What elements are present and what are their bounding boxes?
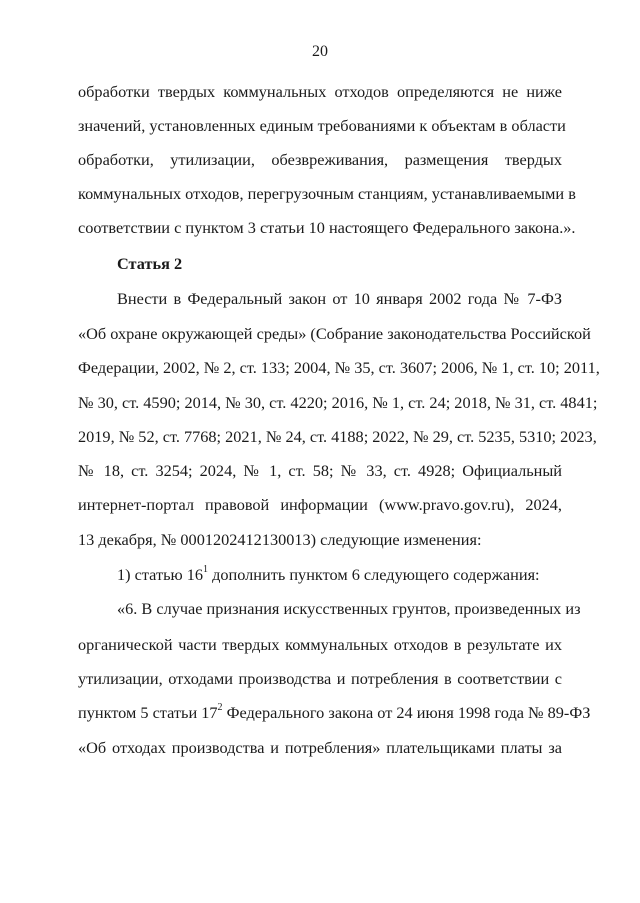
text-line: обработки, утилизации, обезвреживания, размещения твердых <box>78 150 562 169</box>
text-line: № 18, ст. 3254; 2024, № 1, ст. 58; № 33, ст. 4928; Официальный <box>78 461 562 480</box>
law-ref-superscript: 2 <box>217 701 223 713</box>
text-line: Внести в Федеральный закон от 10 января 2002 года № 7-ФЗ <box>117 289 562 308</box>
page-number: 20 <box>312 43 328 60</box>
text-line: № 30, ст. 4590; 2014, № 30, ст. 4220; 2016, № 1, ст. 24; 2018, № 31, ст. 4841; <box>78 393 598 412</box>
text-line: органической части твердых коммунальных отходов в результате их <box>78 635 562 654</box>
text-line: 13 декабря, № 0001202412130013) следующие изменения: <box>78 530 482 549</box>
amendment-item <box>117 564 562 586</box>
text-line: утилизации, отходами производства и потребления в соответствии с <box>78 669 562 688</box>
text-line: «Об отходах производства и потребления» плательщиками платы за <box>78 738 562 757</box>
law-ref-before: пунктом 5 статьи 17 <box>78 703 218 722</box>
item-text-after: дополнить пунктом 6 следующего содержания: <box>208 565 540 584</box>
law-reference-line <box>78 701 591 724</box>
text-line: 2019, № 52, ст. 7768; 2021, № 24, ст. 4188; 2022, № 29, ст. 5235, 5310; 2023, <box>78 427 597 446</box>
text-line: Федерации, 2002, № 2, ст. 133; 2004, № 35, ст. 3607; 2006, № 1, ст. 10; 2011, <box>78 358 600 377</box>
text-line: обработки твердых коммунальных отходов определяются не ниже <box>78 82 562 101</box>
article-heading: Статья 2 <box>117 254 183 273</box>
item-text-before: 1) статью 16 <box>117 565 204 584</box>
text-line: соответствии с пунктом 3 статьи 10 настоящего Федерального закона.». <box>78 218 576 237</box>
item-superscript: 1 <box>203 563 209 575</box>
text-line: коммунальных отходов, перегрузочным станциям, устанавливаемыми в <box>78 184 576 203</box>
law-ref-after: Федерального закона от 24 июня 1998 года № 89-ФЗ <box>222 703 591 722</box>
text-line: значений, установленных единым требованиями к объектам в области <box>78 116 566 135</box>
text-line: интернет-портал правовой информации (www.pravo.gov.ru), 2024, <box>78 495 562 514</box>
text-line: «Об охране окружающей среды» (Собрание законодательства Российской <box>78 324 591 343</box>
text-line: «6. В случае признания искусственных грунтов, произведенных из <box>117 599 581 618</box>
